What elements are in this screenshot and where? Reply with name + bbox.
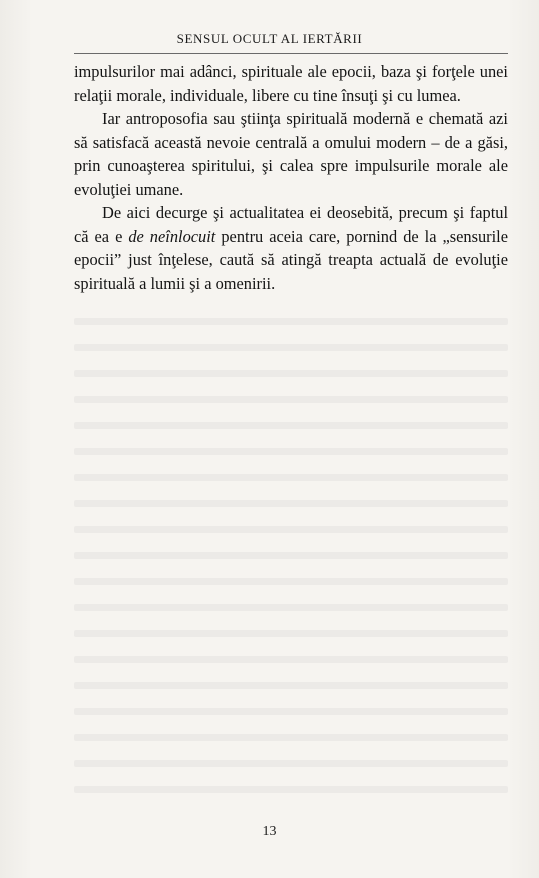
bleed-through-mark [74, 422, 508, 429]
body-text [74, 60, 508, 295]
bleed-through-mark [74, 630, 508, 637]
bleed-through-mark [74, 682, 508, 689]
bleed-through-mark [74, 448, 508, 455]
bleed-through-mark [74, 500, 508, 507]
paragraph-3-lead: De aici decurge şi actualitatea ei deosebită, precum şi faptul că ea e [74, 203, 508, 246]
bleed-through-mark [74, 318, 508, 325]
bleed-through-mark [74, 396, 508, 403]
bleed-through-mark [74, 526, 508, 533]
bleed-through-mark [74, 370, 508, 377]
running-header-title: SENSUL OCULT AL IERTĂRII [176, 31, 363, 46]
bleed-through-mark [74, 760, 508, 767]
paragraph-3-tail: pentru aceia care, pornind de la „sensurile epocii” just înţelese, caută să atingă treapta actuală de evoluţie spirituală a lumii şi a omenirii. [74, 226, 509, 293]
bleed-through-mark [74, 734, 508, 741]
paragraph-3-emphasis: de neînlocuit [128, 226, 216, 246]
bleed-through-mark [74, 552, 508, 559]
bleed-through-mark [74, 656, 508, 663]
bleed-through-mark [74, 604, 508, 611]
header-divider [74, 53, 508, 54]
bleed-through-mark [74, 578, 508, 585]
bleed-through-mark [74, 786, 508, 793]
page-number: 13 [262, 824, 277, 839]
bleed-through-mark [74, 474, 508, 481]
bleed-through-mark [74, 708, 508, 715]
bleed-through-mark [74, 344, 508, 351]
paragraph-2: Iar antroposofia sau ştiinţa spirituală modernă e chemată azi să satisfacă această nevoie centrală a omului modern – de a găsi, prin cunoaşterea spiritului, şi calea spre impulsurile morale ale evoluţiei umane. [74, 109, 508, 199]
paragraph-3 [74, 201, 508, 295]
paragraph-1: impulsurilor mai adânci, spirituale ale epocii, baza şi forţele unei relaţii morale, individuale, libere cu tine însuţi şi cu lumea. [74, 62, 508, 105]
